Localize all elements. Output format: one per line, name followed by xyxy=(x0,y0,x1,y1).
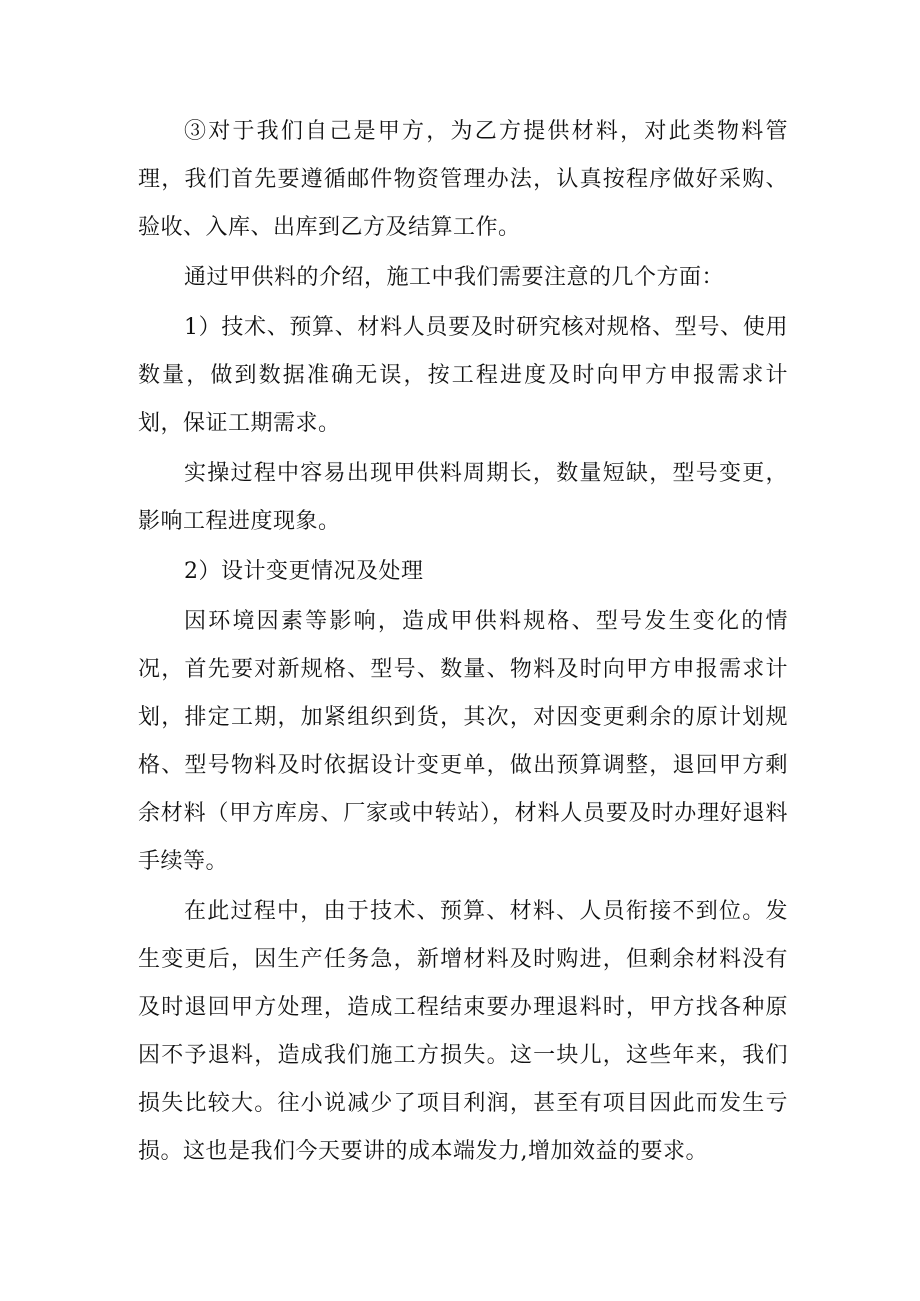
paragraph-7: 在此过程中，由于技术、预算、材料、人员衔接不到位。发生变更后，因生产任务急，新增材料及时购进，但剩余材料没有及时退回甲方处理，造成工程结束要办理退料时，甲方找各种原因不予退料，造成我们施工方损失。这一块儿，这些年来，我们损失比较大。往小说减少了项目利润，甚至有项目因此而发生亏损。这也是我们今天要讲的成本端发力,增加效益的要求。 xyxy=(138,899,788,1164)
paragraph-1: ③对于我们自己是甲方，为乙方提供材料，对此类物料管理，我们首先要遵循邮件物资管理办法，认真按程序做好采购、验收、入库、出库到乙方及结算工作。 xyxy=(138,119,788,240)
paragraph-6: 因环境因素等影响，造成甲供料规格、型号发生变化的情况，首先要对新规格、型号、数量、物料及时向甲方申报需求计划，排定工期，加紧组织到货，其次，对因变更剩余的原计划规格、型号物料及时依据设计变更单，做出预算调整，退回甲方剩余材料（甲方库房、厂家或中转站），材料人员要及时办理好退料手续等。 xyxy=(138,609,788,874)
paragraph-5: 2）设计变更情况及处理 xyxy=(184,559,424,584)
paragraph-2: 通过甲供料的介绍，施工中我们需要注意的几个方面： xyxy=(184,265,725,290)
document-body xyxy=(138,108,788,1176)
paragraph-3: 1）技术、预算、材料人员要及时研究核对规格、型号、使用数量，做到数据准确无误，按工程进度及时向甲方申报需求计划，保证工期需求。 xyxy=(138,315,788,436)
paragraph-4: 实操过程中容易出现甲供料周期长，数量短缺，型号变更，影响工程进度现象。 xyxy=(138,461,788,534)
